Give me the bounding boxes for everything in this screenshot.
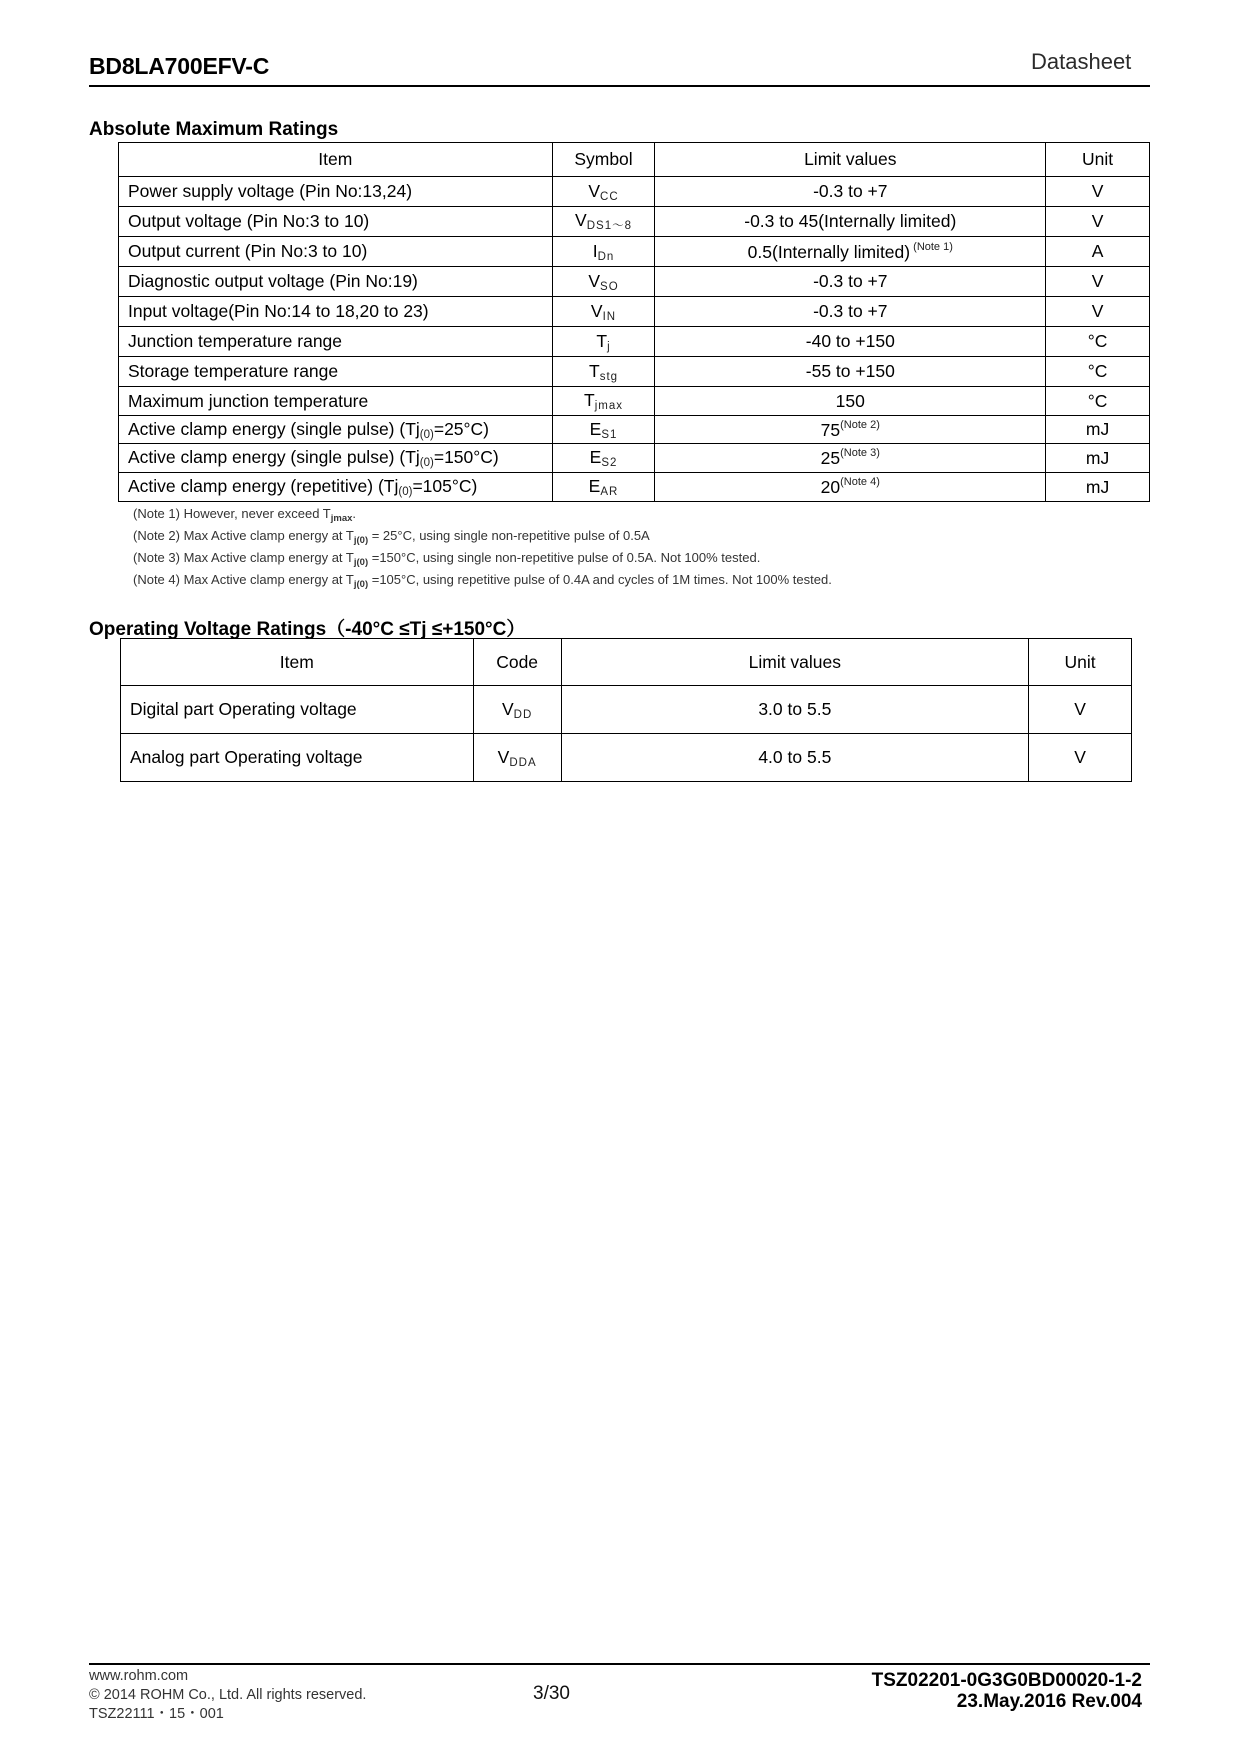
unit-cell: °C <box>1046 387 1150 416</box>
table-row <box>119 207 1150 237</box>
item-cell: Diagnostic output voltage (Pin No:19) <box>119 267 553 297</box>
symbol-subscript: jmax <box>594 400 623 412</box>
abs-max-section-title: Absolute Maximum Ratings <box>89 119 339 140</box>
col-header-code: Code <box>473 639 561 686</box>
limit-value: -0.3 to 45(Internally limited) <box>744 211 957 231</box>
symbol-base: I <box>592 240 598 261</box>
symbol-base: T <box>588 360 600 381</box>
footer-left <box>89 1667 366 1724</box>
limit-cell: 3.0 to 5.5 <box>561 686 1028 734</box>
item-cell <box>119 416 553 444</box>
symbol-cell <box>552 177 655 207</box>
symbol-cell <box>552 267 655 297</box>
table-row <box>119 473 1150 502</box>
code-cell <box>473 686 561 734</box>
item-cell: Digital part Operating voltage <box>121 686 474 734</box>
unit-cell: mJ <box>1046 416 1150 444</box>
form-code: TSZ22111・15・001 <box>89 1706 224 1722</box>
item-cell: Analog part Operating voltage <box>121 734 474 782</box>
document-type-label: Datasheet <box>1031 49 1132 74</box>
copyright-text: © 2014 ROHM Co., Ltd. All rights reserved. <box>89 1687 367 1703</box>
limit-value: -0.3 to +7 <box>813 301 888 321</box>
unit-cell: mJ <box>1046 473 1150 502</box>
footer-right <box>872 1670 1142 1712</box>
symbol-subscript: S1 <box>601 428 618 441</box>
limit-cell <box>655 177 1046 207</box>
col-header-unit: Unit <box>1046 143 1150 177</box>
symbol-cell <box>552 297 655 327</box>
note-4 <box>133 571 832 593</box>
limit-value: 150 <box>835 390 865 411</box>
symbol-base: E <box>588 476 601 496</box>
symbol-base: E <box>589 447 602 467</box>
symbol-subscript: AR <box>600 486 619 498</box>
limit-cell <box>655 327 1046 357</box>
limit-value: 75 <box>820 419 841 440</box>
note-text: (Note 1) However, never exceed T <box>133 506 331 521</box>
document-number: TSZ02201-0G3G0BD00020-1-2 <box>871 1670 1142 1691</box>
limit-cell <box>655 357 1046 387</box>
note-3 <box>133 549 832 571</box>
code-base: V <box>497 746 510 767</box>
limit-value: 20 <box>820 477 841 497</box>
footer-rule <box>89 1663 1150 1665</box>
table-row <box>121 734 1132 782</box>
symbol-subscript: j <box>607 340 611 353</box>
limit-value: 0.5(Internally limited) <box>747 241 911 262</box>
col-header-limit: Limit values <box>561 639 1028 686</box>
note-text: (Note 2) Max Active clamp energy at T <box>133 528 354 543</box>
part-number-title: BD8LA700EFV-C <box>89 53 270 79</box>
col-header-limit: Limit values <box>655 143 1046 177</box>
note-text: (Note 4) Max Active clamp energy at T <box>133 572 354 587</box>
unit-cell: V <box>1046 177 1150 207</box>
limit-cell <box>655 267 1046 297</box>
unit-cell: A <box>1046 237 1150 267</box>
limit-cell <box>655 473 1046 502</box>
item-cell: Input voltage(Pin No:14 to 18,20 to 23) <box>119 297 553 327</box>
item-cell: Junction temperature range <box>119 327 553 357</box>
item-cell: Storage temperature range <box>119 357 553 387</box>
table-row <box>119 327 1150 357</box>
symbol-cell <box>552 416 655 444</box>
limit-value: -0.3 to +7 <box>813 181 888 201</box>
header-rule <box>89 85 1150 87</box>
symbol-base: V <box>590 300 603 321</box>
note-reference: (Note 1) <box>910 240 953 253</box>
unit-cell: V <box>1046 267 1150 297</box>
symbol-cell <box>552 207 655 237</box>
symbol-cell <box>552 357 655 387</box>
abs-max-table <box>118 142 1150 502</box>
limit-cell <box>655 387 1046 416</box>
item-text-suffix: =105°C) <box>412 476 478 496</box>
symbol-subscript: DS1～8 <box>586 220 632 232</box>
limit-value: -40 to +150 <box>805 331 895 351</box>
unit-cell: °C <box>1046 357 1150 387</box>
table-row <box>121 686 1132 734</box>
symbol-base: V <box>588 180 601 201</box>
table-row <box>119 267 1150 297</box>
item-text: Active clamp energy (repetitive) (Tj <box>128 476 399 496</box>
symbol-cell <box>552 327 655 357</box>
table-header-row <box>121 639 1132 686</box>
item-subscript: (0) <box>398 486 413 498</box>
unit-cell: mJ <box>1046 444 1150 473</box>
symbol-base: T <box>584 390 595 410</box>
page-number: 3/30 <box>533 1683 570 1704</box>
table-row <box>119 237 1150 267</box>
code-subscript: DD <box>513 708 533 721</box>
table-row <box>119 387 1150 416</box>
code-cell <box>473 734 561 782</box>
code-subscript: DDA <box>509 756 537 769</box>
symbol-subscript: IN <box>602 310 617 323</box>
col-header-item: Item <box>121 639 474 686</box>
symbol-cell <box>552 237 655 267</box>
item-cell: Power supply voltage (Pin No:13,24) <box>119 177 553 207</box>
item-cell: Output voltage (Pin No:3 to 10) <box>119 207 553 237</box>
table-row <box>119 297 1150 327</box>
symbol-base: E <box>589 418 602 439</box>
symbol-subscript: CC <box>600 190 619 203</box>
symbol-cell <box>552 473 655 502</box>
item-cell <box>119 444 553 473</box>
note-subscript: j(0) <box>353 557 369 568</box>
code-base: V <box>501 698 514 719</box>
item-text: Active clamp energy (single pulse) (Tj <box>128 447 420 467</box>
item-subscript: (0) <box>419 428 434 441</box>
col-header-unit: Unit <box>1029 639 1132 686</box>
item-cell <box>119 473 553 502</box>
op-voltage-table <box>120 638 1132 782</box>
item-text: Active clamp energy (single pulse) (Tj <box>128 418 420 439</box>
limit-value: -55 to +150 <box>805 361 895 381</box>
symbol-base: T <box>596 330 608 351</box>
limit-value: -0.3 to +7 <box>813 271 888 291</box>
unit-cell: V <box>1046 297 1150 327</box>
note-subscript: jmax <box>330 513 353 524</box>
limit-cell: 4.0 to 5.5 <box>561 734 1028 782</box>
note-text-suffix: = 25°C, using single non-repetitive pulse of 0.5A <box>368 528 650 543</box>
note-reference: (Note 4) <box>840 476 880 488</box>
limit-cell <box>655 207 1046 237</box>
table-header-row <box>119 143 1150 177</box>
note-reference: (Note 2) <box>840 418 880 431</box>
symbol-cell <box>552 444 655 473</box>
item-text-suffix: =150°C) <box>433 447 499 467</box>
note-1 <box>133 505 832 527</box>
unit-cell: V <box>1046 207 1150 237</box>
abs-max-notes <box>133 505 832 593</box>
symbol-base: V <box>575 210 587 230</box>
unit-cell: V <box>1029 734 1132 782</box>
limit-cell <box>655 444 1046 473</box>
symbol-subscript: stg <box>599 370 619 383</box>
table-row <box>119 357 1150 387</box>
symbol-cell <box>552 387 655 416</box>
limit-cell <box>655 237 1046 267</box>
table-row <box>119 444 1150 473</box>
item-cell: Output current (Pin No:3 to 10) <box>119 237 553 267</box>
table-row <box>119 416 1150 444</box>
limit-value: 25 <box>820 448 841 468</box>
table-row <box>119 177 1150 207</box>
website-link[interactable]: www.rohm.com <box>89 1668 189 1684</box>
date-revision: 23.May.2016 Rev.004 <box>956 1691 1142 1712</box>
note-subscript: j(0) <box>353 579 369 590</box>
op-voltage-section-title: Operating Voltage Ratings（-40°C ≤Tj ≤+150°C） <box>89 619 526 640</box>
unit-cell: °C <box>1046 327 1150 357</box>
symbol-subscript: Dn <box>597 250 615 263</box>
item-subscript: (0) <box>419 457 434 469</box>
note-text-suffix: =105°C, using repetitive pulse of 0.4A and cycles of 1M times. Not 100% tested. <box>368 572 832 587</box>
note-text: (Note 3) Max Active clamp energy at T <box>133 550 354 565</box>
note-text-suffix: =150°C, using single non-repetitive pulse of 0.5A. Not 100% tested. <box>368 550 761 565</box>
note-reference: (Note 3) <box>840 447 880 459</box>
item-cell: Maximum junction temperature <box>119 387 553 416</box>
limit-cell <box>655 297 1046 327</box>
symbol-base: V <box>588 270 601 291</box>
symbol-subscript: S2 <box>601 457 618 469</box>
item-text-suffix: =25°C) <box>433 418 489 439</box>
col-header-item: Item <box>119 143 553 177</box>
note-subscript: j(0) <box>353 535 369 546</box>
limit-cell <box>655 416 1046 444</box>
note-text-suffix: . <box>352 506 357 521</box>
symbol-subscript: SO <box>600 280 619 293</box>
unit-cell: V <box>1029 686 1132 734</box>
col-header-symbol: Symbol <box>552 143 655 177</box>
note-2 <box>133 527 832 549</box>
